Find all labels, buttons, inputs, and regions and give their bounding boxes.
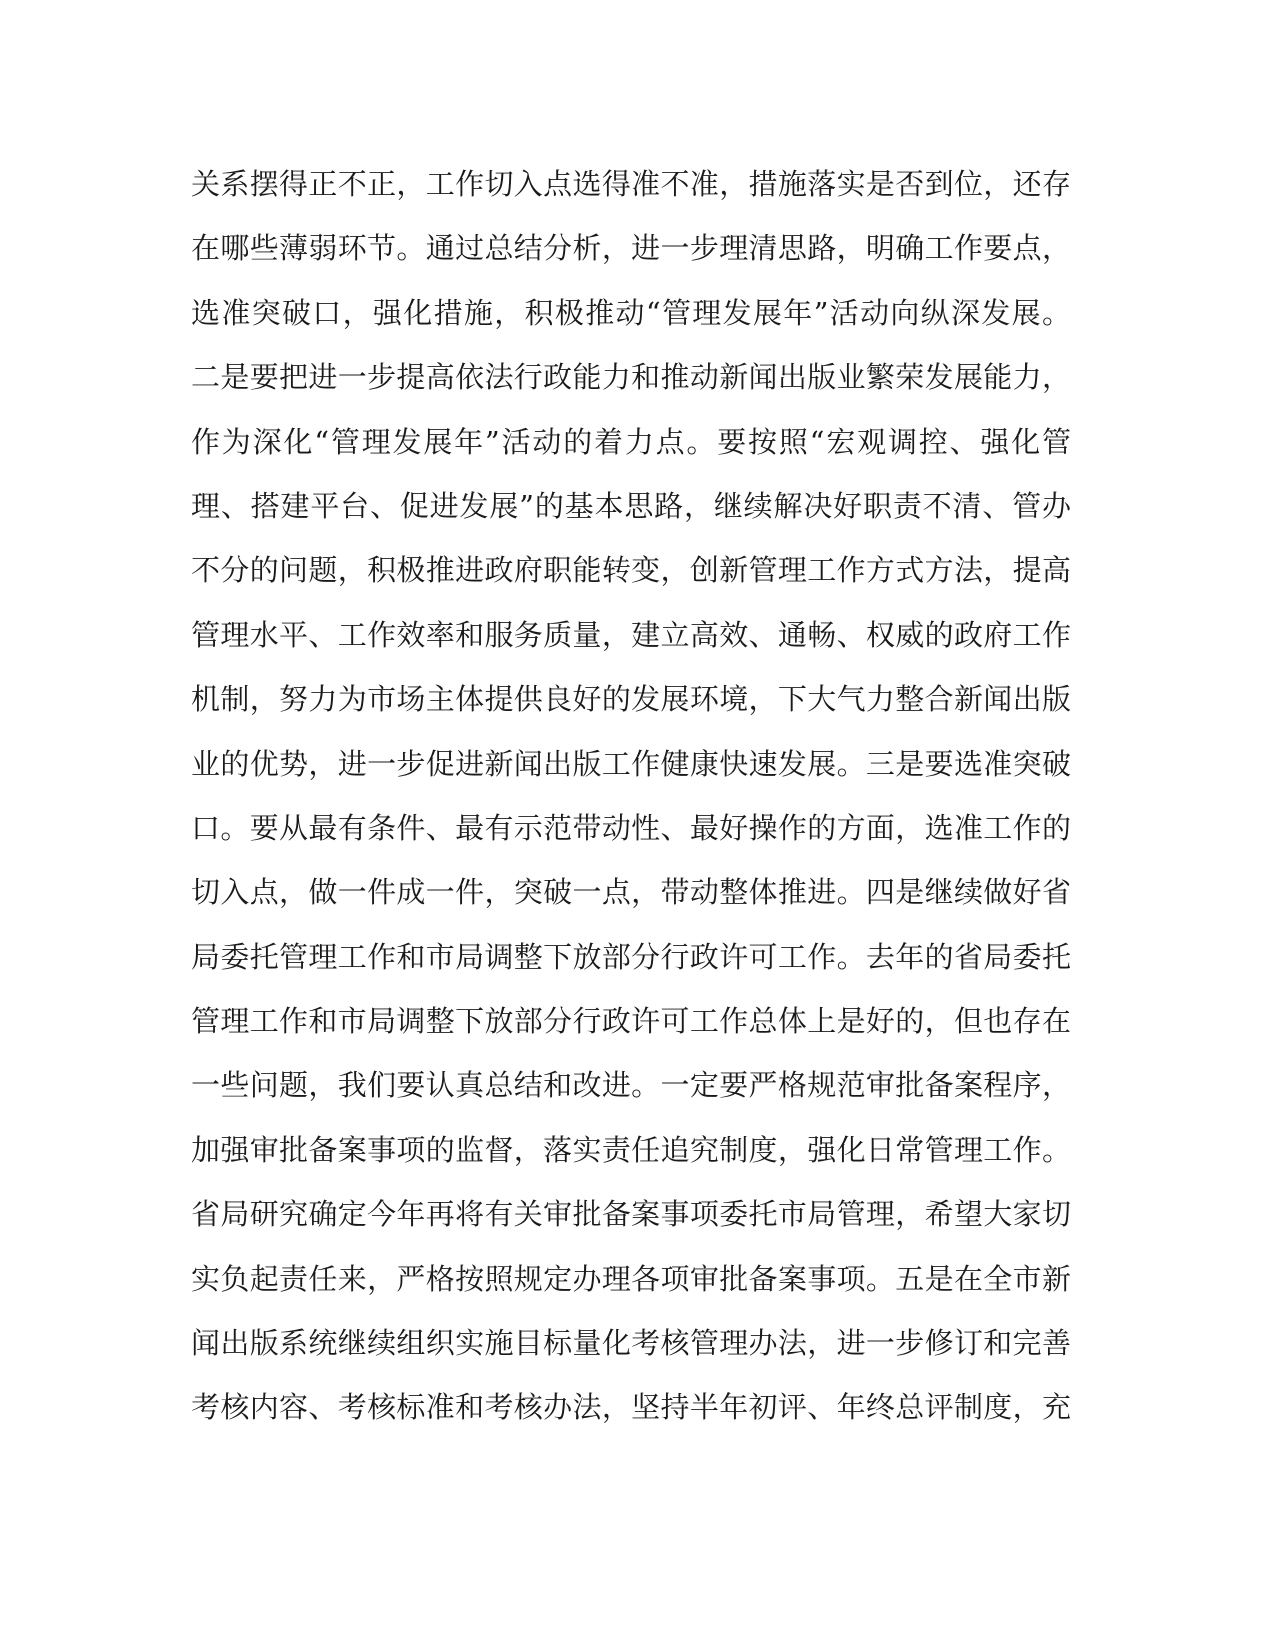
text-line: 二是要把进一步提高依法行政能力和推动新闻出版业繁荣发展能力， [191,360,1071,395]
text-line: 实负起责任来，严格按照规定办理各项审批备案事项。五是在全市新 [191,1261,1071,1296]
text-line: 加强审批备案事项的监督，落实责任追究制度，强化日常管理工作。 [191,1132,1071,1167]
text-line: 局委托管理工作和市局调整下放部分行政许可工作。去年的省局委托 [191,939,1071,974]
text-line: 理、搭建平台、促进发展”的基本思路，继续解决好职责不清、管办 [191,488,1071,523]
text-line: 机制，努力为市场主体提供良好的发展环境，下大气力整合新闻出版 [191,682,1071,717]
text-line: 口。要从最有条件、最有示范带动性、最好操作的方面，选准工作的 [191,810,1071,845]
text-line: 闻出版系统继续组织实施目标量化考核管理办法，进一步修订和完善 [191,1326,1071,1361]
text-line: 作为深化“管理发展年”活动的着力点。要按照“宏观调控、强化管 [191,424,1071,459]
text-line: 选准突破口，强化措施，积极推动“管理发展年”活动向纵深发展。 [191,295,1071,330]
text-line: 一些问题，我们要认真总结和改进。一定要严格规范审批备案程序， [191,1068,1071,1103]
text-line: 切入点，做一件成一件，突破一点，带动整体推进。四是继续做好省 [191,875,1071,910]
text-line: 管理工作和市局调整下放部分行政许可工作总体上是好的，但也存在 [191,1004,1071,1039]
body-text [191,152,1071,1440]
text-line: 业的优势，进一步促进新闻出版工作健康快速发展。三是要选准突破 [191,746,1071,781]
text-line: 不分的问题，积极推进政府职能转变，创新管理工作方式方法，提高 [191,553,1071,588]
text-line: 考核内容、考核标准和考核办法，坚持半年初评、年终总评制度，充 [191,1390,1071,1425]
text-line: 在哪些薄弱环节。通过总结分析，进一步理清思路，明确工作要点， [191,231,1071,266]
text-line: 省局研究确定今年再将有关审批备案事项委托市局管理，希望大家切 [191,1197,1071,1232]
text-line: 关系摆得正不正，工作切入点选得准不准，措施落实是否到位，还存 [191,167,1071,201]
text-line: 管理水平、工作效率和服务质量，建立高效、通畅、权威的政府工作 [191,617,1071,652]
